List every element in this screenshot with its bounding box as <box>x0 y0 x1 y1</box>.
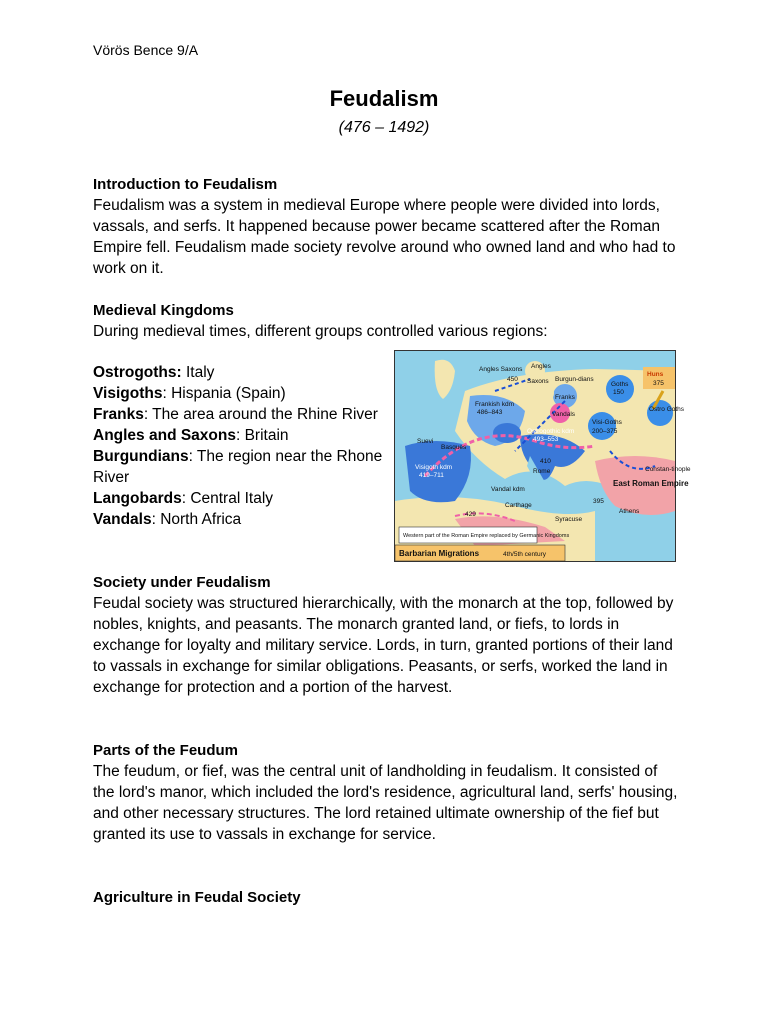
map-label: East Roman Empire <box>613 479 689 488</box>
map-label: Huns <box>647 371 664 378</box>
map-label: 486–843 <box>477 409 503 416</box>
agriculture-heading: Agriculture in Feudal Society <box>93 889 301 906</box>
map-label: Visigoth kdm <box>415 464 453 471</box>
map-label: Franks <box>555 394 575 401</box>
barbarian-migrations-map <box>394 350 691 562</box>
map-label: Ostro Goths <box>649 406 685 413</box>
map-label: Frankish kdm <box>475 401 515 408</box>
kingdom-item: Visigoths: Hispania (Spain) <box>93 385 286 402</box>
map-label: Carthage <box>505 502 532 509</box>
kingdoms-lead: During medieval times, different groups controlled various regions: <box>93 323 548 340</box>
map-label: Saxons <box>527 378 549 385</box>
kingdom-item: Franks: The area around the Rhine River <box>93 406 378 423</box>
map-label: Burgun-dians <box>555 376 594 383</box>
kingdoms-list <box>93 362 383 530</box>
map-legend: Western part of the Roman Empire replaced by Germanic Kingdoms <box>403 533 570 539</box>
map-label: 375 <box>653 380 664 387</box>
society-section <box>93 572 678 698</box>
kingdom-item: Ostrogoths: Italy <box>93 364 215 381</box>
map-label: Angles Saxons <box>479 366 523 373</box>
map-label: Goths <box>611 381 629 388</box>
agriculture-section <box>93 887 678 908</box>
kingdoms-heading: Medieval Kingdoms <box>93 302 234 319</box>
kingdom-item: Vandals: North Africa <box>93 511 242 528</box>
date-range: (476 – 1492) <box>338 119 430 136</box>
feudum-heading: Parts of the Feudum <box>93 742 239 759</box>
map-caption: Barbarian Migrations <box>399 549 480 558</box>
map-label: Ostrogothic kdm <box>527 428 575 435</box>
map-label: Constan-tinople <box>645 466 691 473</box>
kingdom-item: Burgundians: The region near the Rhone River <box>93 448 383 486</box>
map-label: 395 <box>593 498 604 505</box>
society-body: Feudal society was structured hierarchically, with the monarch at the top, followed by nobles, knights, and peasants. The monarch granted land, or fiefs, to lords in exchange for loyalty and military service. Lords, in turn, granted portions of their land to vassals in exchange for similar obligations. Peasants, or serfs, worked the land in exchange for protection and a portion of the harvest. <box>93 595 674 696</box>
map-label: Athens <box>619 508 640 515</box>
kingdom-item: Angles and Saxons: Britain <box>93 427 289 444</box>
map-label: 429 <box>465 511 476 518</box>
feudum-section <box>93 740 678 845</box>
map-label: 493–553 <box>533 436 559 443</box>
map-label: 410 <box>540 458 551 465</box>
map-label: 200–375 <box>592 428 618 435</box>
intro-body: Feudalism was a system in medieval Europe where people were divided into lords, vassals, and serfs. It happened because power became scattered after the Roman Empire fell. Feudalism made society revolve around who owned land and who had to work on it. <box>93 197 676 277</box>
map-label: Basques <box>441 444 467 451</box>
map-label: Vandals <box>552 411 576 418</box>
society-heading: Society under Feudalism <box>93 574 271 591</box>
map-label: 150 <box>613 389 624 396</box>
map-century: 4th/5th century <box>503 551 546 558</box>
kingdoms-section <box>93 300 678 342</box>
map-label: 419–711 <box>419 472 444 479</box>
intro-heading: Introduction to Feudalism <box>93 176 278 193</box>
map-label: Suevi <box>417 438 434 445</box>
page-title: Feudalism <box>329 86 439 111</box>
map-label: Rome <box>533 468 551 475</box>
map-label: Visi-Goths <box>592 419 622 426</box>
map-label: Vandal kdm <box>491 486 525 493</box>
intro-section <box>93 174 678 279</box>
feudum-body: The feudum, or fief, was the central unit of landholding in feudalism. It consisted of the lord's manor, which included the lord's residence, agricultural land, serfs' housing, and other necessary structures. The lord retained ultimate ownership of the fief but granted its use to vassals in exchange for service. <box>93 763 678 843</box>
kingdom-item: Langobards: Central Italy <box>93 490 274 507</box>
map-label: 450 <box>507 376 518 383</box>
map-label: Syracuse <box>555 516 583 523</box>
map-label: Angles <box>531 363 551 370</box>
author-line: Vörös Bence 9/A <box>93 42 199 58</box>
